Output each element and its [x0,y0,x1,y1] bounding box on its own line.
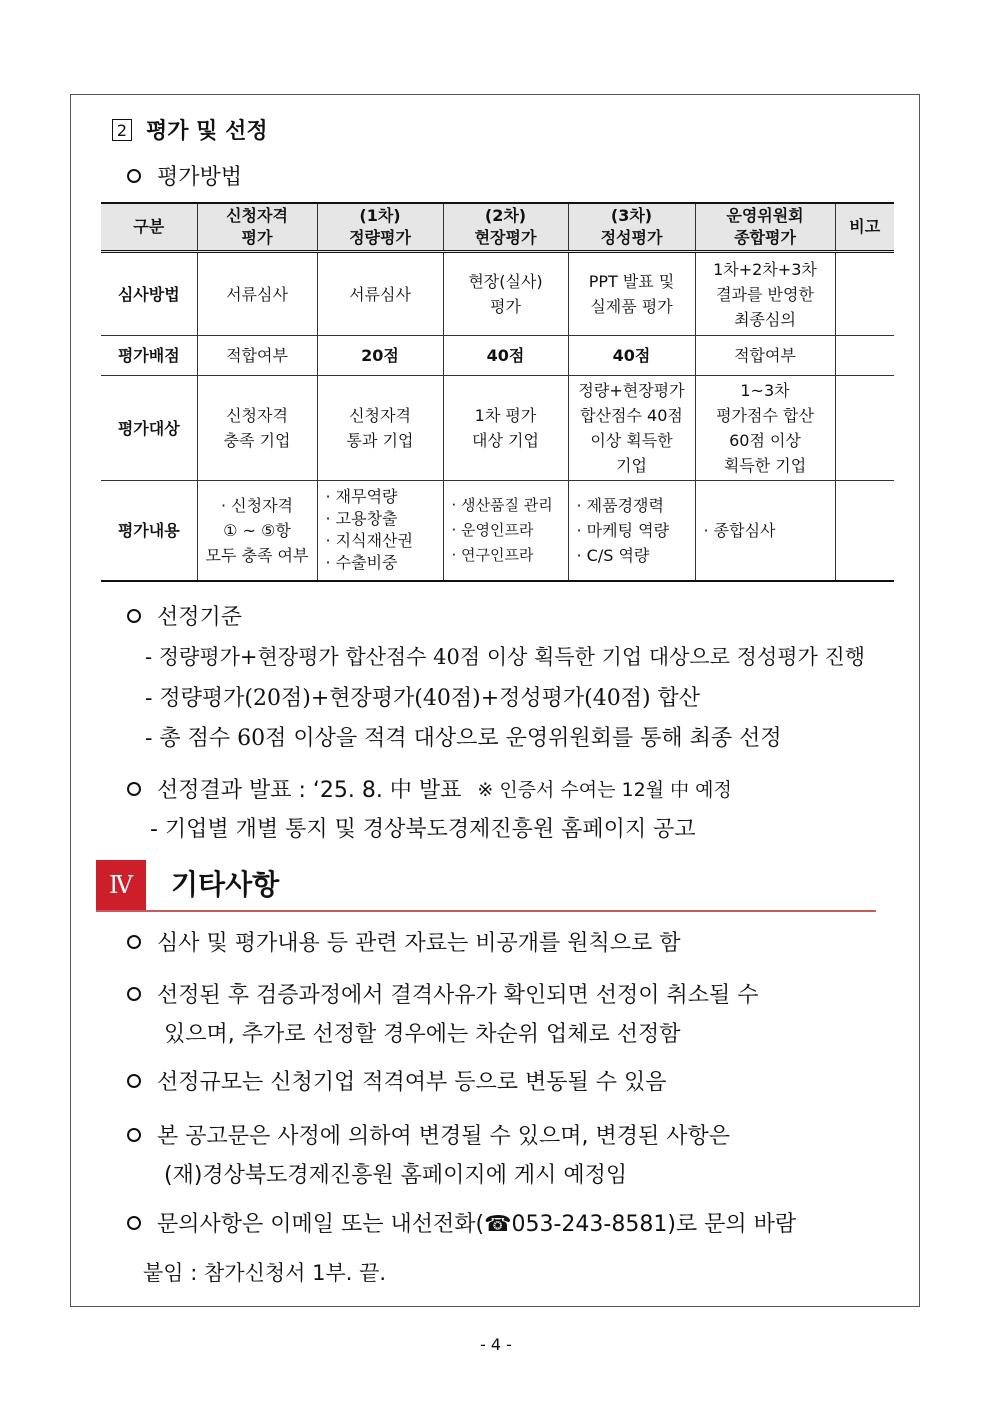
row-label: 평가배점 [101,336,197,376]
circle-bullet-icon [127,935,141,949]
section-number-badge: Ⅳ [96,860,146,910]
circle-bullet-icon [127,1216,141,1230]
announce-note: ※ 인증서 수여는 12월 中 예정 [477,779,732,801]
evaluation-table [101,202,894,582]
table-cell: 20점 [317,336,443,376]
header-cell: (2차) 현장평가 [443,203,568,252]
etc-item [127,978,759,1009]
row-label: 평가대상 [101,376,197,481]
etc-item [127,1207,796,1238]
table-cell: 현장(실사) 평가 [443,252,568,336]
table-cell: 1차 평가 대상 기업 [443,376,568,481]
announce-title: 선정결과 발표 : ‘25. 8. 中 발표 [157,778,462,803]
section-heading [112,114,268,145]
etc-text: 문의사항은 이메일 또는 내선전화(☎053-243-8581)로 문의 바람 [157,1212,797,1237]
table-cell: PPT 발표 및 실제품 평가 [568,252,695,336]
attachment-note: 붙임 : 참가신청서 1부. 끝. [143,1261,387,1285]
etc-text: 선정된 후 검증과정에서 결격사유가 확인되면 선정이 취소될 수 [157,983,759,1008]
table-row [101,481,894,581]
etc-item [127,926,681,957]
circle-bullet-icon [127,169,141,183]
header-cell: 신청자격 평가 [197,203,317,252]
table-cell [835,252,894,336]
table-cell: 신청자격 통과 기업 [317,376,443,481]
table-row [101,252,894,336]
table-cell: · 신청자격 ① ~ ⑤항 모두 충족 여부 [197,481,317,581]
table-cell: 1차+2차+3차 결과를 반영한 최종심의 [695,252,835,336]
header-cell: 운영위원회 종합평가 [695,203,835,252]
circle-bullet-icon [127,609,141,623]
table-cell: 적합여부 [197,336,317,376]
row-label: 심사방법 [101,252,197,336]
section-header [96,860,876,912]
circle-bullet-icon [127,1128,141,1142]
eval-method-title: 평가방법 [157,165,243,190]
table-cell: 서류심사 [317,252,443,336]
table-cell: 40점 [568,336,695,376]
etc-item [127,1065,667,1096]
row-label: 평가내용 [101,481,197,581]
circle-bullet-icon [127,782,141,796]
etc-text: 심사 및 평가내용 등 관련 자료는 비공개를 원칙으로 함 [157,931,681,956]
criteria-item: - 총 점수 60점 이상을 적격 대상으로 운영위원회를 통해 최종 선정 [145,726,782,751]
table-cell: 적합여부 [695,336,835,376]
etc-text: 선정규모는 신청기업 적격여부 등으로 변동될 수 있음 [157,1070,667,1095]
table-cell [835,336,894,376]
etc-text-continued: (재)경상북도경제진흥원 홈페이지에 게시 예정임 [164,1163,628,1188]
table-cell: · 재무역량 · 고용창출 · 지식재산권 · 수출비중 [317,481,443,581]
etc-text-continued: 있으며, 추가로 선정할 경우에는 차순위 업체로 선정함 [164,1022,681,1047]
circle-bullet-icon [127,1074,141,1088]
table-header-row [101,203,894,252]
table-cell: · 제품경쟁력 · 마케팅 역량 · C/S 역량 [568,481,695,581]
table-cell [835,481,894,581]
header-cell: 구분 [101,203,197,252]
table-cell: · 종합심사 [695,481,835,581]
header-cell: (3차) 정성평가 [568,203,695,252]
announce-sub: - 기업별 개별 통지 및 경상북도경제진흥원 홈페이지 공고 [150,817,696,842]
table-row [101,336,894,376]
etc-text: 본 공고문은 사정에 의하여 변경될 수 있으며, 변경된 사항은 [157,1124,730,1149]
etc-item [127,1119,730,1150]
criteria-heading [127,600,242,631]
criteria-title: 선정기준 [157,605,243,630]
table-cell [835,376,894,481]
section-title: 기타사항 [171,868,280,901]
header-cell: (1차) 정량평가 [317,203,443,252]
table-cell: 1~3차 평가점수 합산 60점 이상 획득한 기업 [695,376,835,481]
header-cell: 비고 [835,203,894,252]
circle-bullet-icon [127,987,141,1001]
criteria-item: - 정량평가+현장평가 합산점수 40점 이상 획득한 기업 대상으로 정성평가 진행 [145,645,866,669]
announce-heading [127,773,732,804]
table-cell: 서류심사 [197,252,317,336]
table-cell: 신청자격 충족 기업 [197,376,317,481]
criteria-item: - 정량평가(20점)+현장평가(40점)+정성평가(40점) 합산 [145,686,701,711]
section-title: 평가 및 선정 [146,119,268,144]
table-cell: 정량+현장평가 합산점수 40점 이상 획득한 기업 [568,376,695,481]
section-number-box: 2 [112,119,132,141]
table-cell: 40점 [443,336,568,376]
eval-method-heading [127,160,242,191]
table-row [101,376,894,481]
page-number: - 4 - [480,1335,512,1354]
table-cell: · 생산품질 관리 · 운영인프라 · 연구인프라 [443,481,568,581]
